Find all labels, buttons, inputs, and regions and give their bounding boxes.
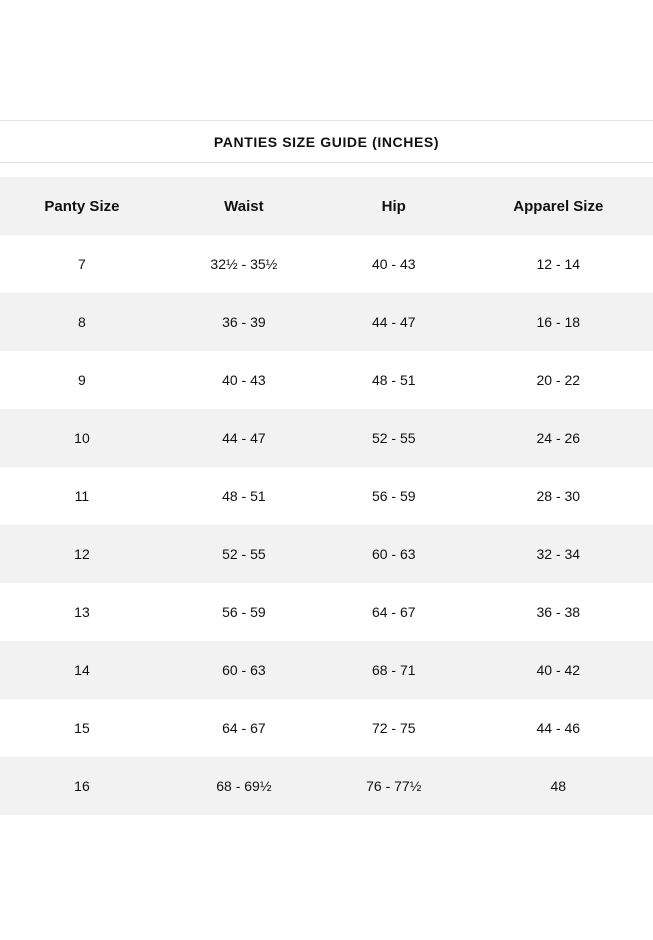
table-cell: 76 - 77½	[366, 778, 422, 794]
table-row	[0, 351, 653, 409]
table-cell: 24 - 26	[536, 430, 581, 446]
top-whitespace	[0, 0, 653, 120]
table-cell: 68 - 69½	[216, 778, 272, 794]
table-cell: 44 - 47	[371, 314, 416, 330]
table-cell: 12 - 14	[536, 256, 581, 272]
size-guide-table	[0, 177, 653, 815]
table-cell: 8	[78, 314, 86, 330]
table-cell: 60 - 63	[371, 546, 416, 562]
table-cell: 7	[78, 256, 86, 272]
column-header: Panty Size	[44, 197, 120, 215]
table-row	[0, 525, 653, 583]
table-cell: 32½ - 35½	[210, 256, 278, 272]
table-cell: 32 - 34	[536, 546, 581, 562]
table-cell: 16	[74, 778, 90, 794]
table-cell: 60 - 63	[222, 662, 266, 678]
table-row	[0, 467, 653, 525]
table-cell: 40 - 42	[536, 662, 581, 678]
size-guide-title: PANTIES SIZE GUIDE (INCHES)	[213, 133, 440, 150]
column-header: Hip	[381, 197, 406, 215]
table-cell: 20 - 22	[536, 372, 581, 388]
table-cell: 40 - 43	[222, 372, 266, 388]
table-cell: 16 - 18	[536, 314, 581, 330]
table-cell: 44 - 47	[222, 430, 266, 446]
table-cell: 56 - 59	[222, 604, 266, 620]
table-cell: 52 - 55	[371, 430, 416, 446]
table-cell: 11	[74, 488, 90, 504]
table-cell: 72 - 75	[371, 720, 416, 736]
table-cell: 36 - 39	[222, 314, 266, 330]
table-cell: 48 - 51	[222, 488, 266, 504]
table-row	[0, 235, 653, 293]
table-cell: 52 - 55	[222, 546, 266, 562]
table-cell: 10	[74, 430, 90, 446]
table-row	[0, 409, 653, 467]
size-guide-title-band	[0, 120, 653, 163]
table-cell: 12	[74, 546, 90, 562]
table-row	[0, 699, 653, 757]
table-row	[0, 757, 653, 815]
table-cell: 36 - 38	[536, 604, 581, 620]
table-cell: 40 - 43	[371, 256, 416, 272]
table-cell: 68 - 71	[371, 662, 416, 678]
table-cell: 9	[78, 372, 86, 388]
table-cell: 13	[74, 604, 90, 620]
table-cell: 14	[74, 662, 90, 678]
table-cell: 48 - 51	[371, 372, 416, 388]
column-header: Waist	[224, 197, 264, 215]
title-table-gap	[0, 163, 653, 177]
table-row	[0, 583, 653, 641]
table-header-row	[0, 177, 653, 235]
table-cell: 56 - 59	[371, 488, 416, 504]
table-row	[0, 641, 653, 699]
table-cell: 64 - 67	[222, 720, 266, 736]
table-cell: 44 - 46	[536, 720, 581, 736]
table-cell: 64 - 67	[371, 604, 416, 620]
table-cell: 48	[550, 778, 567, 794]
table-row	[0, 293, 653, 351]
table-cell: 15	[74, 720, 90, 736]
column-header: Apparel Size	[513, 197, 604, 215]
table-cell: 28 - 30	[536, 488, 581, 504]
